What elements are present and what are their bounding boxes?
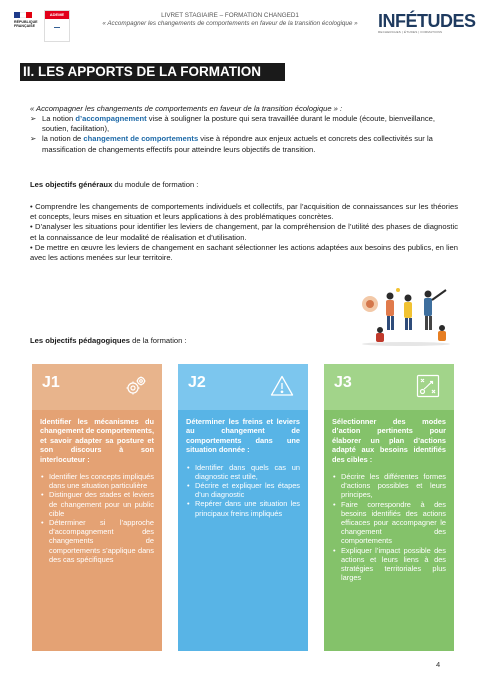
infetudes-tagline: RECHERCHES | ÉTUDES | FORMATIONS (378, 30, 443, 34)
arrow-bullet-icon: ➢ (30, 134, 37, 144)
card-list-item: • Identifier dans quels cas un diagnostic est utile, (186, 463, 300, 481)
objectif-item: • D’analyser les situations pour identifier les leviers de changement, par la compréhension de l’utilité des phases de diagnostic et la connaissance de leur modalité de réalisation et d’utilisation. (30, 222, 458, 242)
infetudes-logo (378, 12, 476, 34)
card-header (178, 364, 308, 410)
card-lead: Sélectionner des modes d’action pertinents pour élaborer un plan d’actions adapté aux besoins identifiés des cibles : (332, 417, 446, 464)
intro-bullets (30, 114, 458, 155)
ademe-logo: ADEME ▬▬ (44, 10, 70, 42)
rf-line-1: RÉPUBLIQUE (14, 20, 38, 24)
objectifs-generaux-title: Les objectifs généraux du module de formation : (30, 180, 199, 189)
strategy-icon (416, 374, 440, 398)
card-list-item: • Décrire et expliquer les étapes d’un diagnostic (186, 481, 300, 499)
card-list-item: • Repérer dans une situation les principaux freins impliqués (186, 499, 300, 517)
card-header (324, 364, 454, 410)
card-label: J3 (334, 374, 352, 391)
intro-bullet: ➢ La notion d’accompagnement vise à souligner la posture qui sera travaillée durant le module (écoute, bienveillance, soutien, facilitation), (30, 114, 435, 134)
page-number: 4 (436, 660, 441, 669)
intro-bullet: ➢ la notion de changement de comportements vise à répondre aux enjeux actuels et concrets des collectivités sur la massification de changements effectifs pour atteindre leurs objectifs de transition. (30, 134, 433, 154)
card-list (186, 463, 300, 518)
card-lead: Identifier les mécanismes du changement de comportements, et savoir adapter sa posture et son discours à son interlocuteur : (40, 417, 154, 464)
card-j1 (32, 364, 162, 651)
objectif-item: • Comprendre les changements de comportements individuels et collectifs, par l’acquisition de connaissances sur les théories et concepts, leurs mises en situation et leurs applications à des problématiques concrètes. (30, 202, 458, 222)
republique-francaise-logo (14, 12, 36, 44)
team-illustration (350, 284, 460, 350)
card-label: J2 (188, 374, 206, 391)
card-body (178, 410, 308, 651)
highlight-term: changement de comportements (83, 134, 199, 144)
card-list-item: • Expliquer l’impact possible des actions et leurs liens à des stratégies territoriales plus larges (332, 546, 446, 583)
card-list-item: • Déterminer si l’approche d’accompagnement des changements de comportements s’applique dans des cas spécifiques (40, 518, 154, 564)
card-list-item: • Décrire les différentes formes d’actions possibles et leurs principes, (332, 472, 446, 500)
arrow-bullet-icon: ➢ (30, 114, 37, 123)
card-list-item: • Identifier les concepts impliqués dans une situation particulière (40, 472, 154, 490)
highlight-term: d’accompagnement (75, 114, 147, 123)
gears-icon (124, 374, 148, 398)
objectif-item: • De mettre en œuvre les leviers de changement en sachant sélectionner les actions adaptées aux besoins des publics, en lien avec les actions menées sur leur territoire. (30, 242, 458, 263)
card-list (332, 472, 446, 582)
card-list-item: • Distinguer des stades et leviers de changement pour un public cible (40, 490, 154, 518)
header-title (80, 12, 380, 28)
card-list (40, 472, 154, 564)
objectifs-pedagogiques-title: Les objectifs pédagogiques de la formation : (30, 336, 187, 345)
card-header (32, 364, 162, 410)
header-line-2: « Accompagner les changements de comportements en faveur de la transition écologique » (102, 20, 358, 27)
intro-quote: « Accompagner les changements de comportements en faveur de la transition écologique » : (30, 104, 343, 113)
card-lead: Déterminer les freins et leviers au changement de comportements dans une situation donnée : (186, 417, 300, 455)
ademe-label: ADEME (45, 11, 69, 19)
rf-line-2: FRANÇAISE (14, 24, 35, 28)
infetudes-word: INFÉTUDES (378, 11, 476, 31)
card-j3 (324, 364, 454, 651)
card-body (324, 410, 454, 651)
card-label: J1 (42, 374, 60, 391)
header-line-1: LIVRET STAGIAIRE – FORMATION CHANGED1 (161, 12, 299, 19)
objectifs-generaux-list (30, 202, 458, 263)
section-title: II. LES APPORTS DE LA FORMATION (20, 63, 285, 81)
card-j2 (178, 364, 308, 651)
card-list-item: • Faire correspondre à des besoins identifiés des actions efficaces pour accompagner le changement des comportements (332, 500, 446, 546)
card-body (32, 410, 162, 651)
warning-icon (270, 374, 294, 398)
